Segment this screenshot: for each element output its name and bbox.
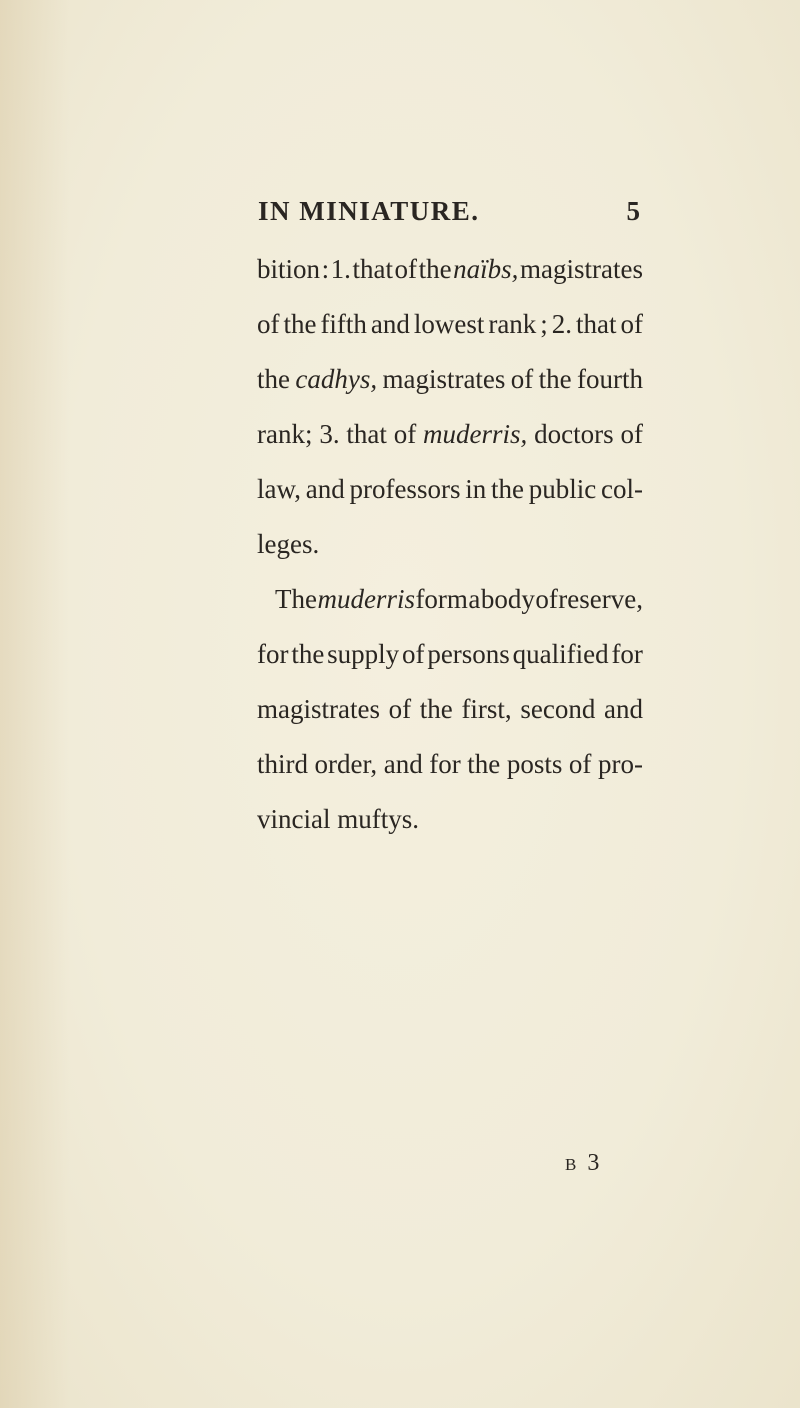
word: of <box>620 419 643 449</box>
word: qualified <box>512 639 609 669</box>
word: of <box>393 419 417 449</box>
running-head <box>258 196 640 232</box>
word: 2. <box>551 309 573 339</box>
signature-letter: B <box>565 1155 578 1174</box>
word: pro- <box>597 749 643 779</box>
word: body <box>480 584 535 614</box>
body-text <box>257 242 643 847</box>
word: and <box>370 309 410 339</box>
paragraph-start-line <box>257 572 643 627</box>
word: the <box>291 639 325 669</box>
word: vincial <box>257 804 331 834</box>
word: rank <box>488 309 537 339</box>
word: in <box>465 474 487 504</box>
text-line <box>257 792 643 847</box>
word: magistrates <box>519 254 643 284</box>
text-line <box>257 407 643 462</box>
word: for <box>257 639 289 669</box>
word: second <box>520 694 596 724</box>
word: 1. <box>330 254 351 284</box>
word: magistrates <box>382 364 506 394</box>
word: lowest <box>413 309 485 339</box>
page-number: 5 <box>626 196 640 226</box>
text-line <box>257 627 643 682</box>
word: that <box>352 254 393 284</box>
word: order, <box>314 749 378 779</box>
italic-term: muderris <box>317 584 415 614</box>
word: for <box>429 749 461 779</box>
word: and <box>603 694 643 724</box>
word: fourth <box>577 364 643 394</box>
word: law, <box>257 474 301 504</box>
word: public <box>528 474 597 504</box>
text-line <box>257 352 643 407</box>
word: form <box>415 584 468 614</box>
running-title: IN MINIATURE. <box>258 196 480 226</box>
word: the <box>419 694 453 724</box>
word: ; <box>540 309 548 339</box>
word: of <box>257 309 280 339</box>
word: fifth <box>320 309 367 339</box>
word: posts <box>506 749 563 779</box>
text-line <box>257 462 643 517</box>
word: of <box>568 749 592 779</box>
word: for <box>611 639 643 669</box>
signature-mark <box>565 1150 601 1177</box>
word: and <box>383 749 423 779</box>
word: the <box>538 364 572 394</box>
word: reserve, <box>558 584 643 614</box>
text-line <box>257 682 643 737</box>
italic-term: cadhys, <box>295 364 378 394</box>
text-line <box>257 517 643 572</box>
word: supply <box>327 639 400 669</box>
word: of <box>388 694 412 724</box>
word: The <box>275 584 317 614</box>
word: bition <box>257 254 321 284</box>
italic-term: muderris, <box>423 419 528 449</box>
italic-term: naïbs, <box>453 254 519 284</box>
word: 3. <box>319 419 340 449</box>
word: leges. <box>257 529 320 559</box>
text-line <box>257 297 643 352</box>
word: magistrates <box>257 694 380 724</box>
word: muftys. <box>337 804 419 834</box>
word: col- <box>600 474 643 504</box>
word: first, <box>461 694 512 724</box>
word: the <box>257 364 290 394</box>
word: third <box>257 749 308 779</box>
signature-number: 3 <box>587 1150 602 1176</box>
text-line <box>257 737 643 792</box>
word: the <box>467 749 501 779</box>
word: that <box>575 309 617 339</box>
word: that <box>346 419 387 449</box>
word: of <box>394 254 418 284</box>
word: of <box>510 364 534 394</box>
text-line <box>257 242 643 297</box>
word: and <box>305 474 345 504</box>
word: the <box>418 254 452 284</box>
word: of <box>535 584 558 614</box>
word: a <box>468 584 481 614</box>
word: doctors <box>534 419 614 449</box>
word: professors <box>349 474 461 504</box>
word: the <box>283 309 317 339</box>
word: of <box>401 639 425 669</box>
word: of <box>620 309 643 339</box>
word: : <box>321 254 330 284</box>
word: the <box>490 474 524 504</box>
word: persons <box>427 639 510 669</box>
word: rank; <box>257 419 313 449</box>
